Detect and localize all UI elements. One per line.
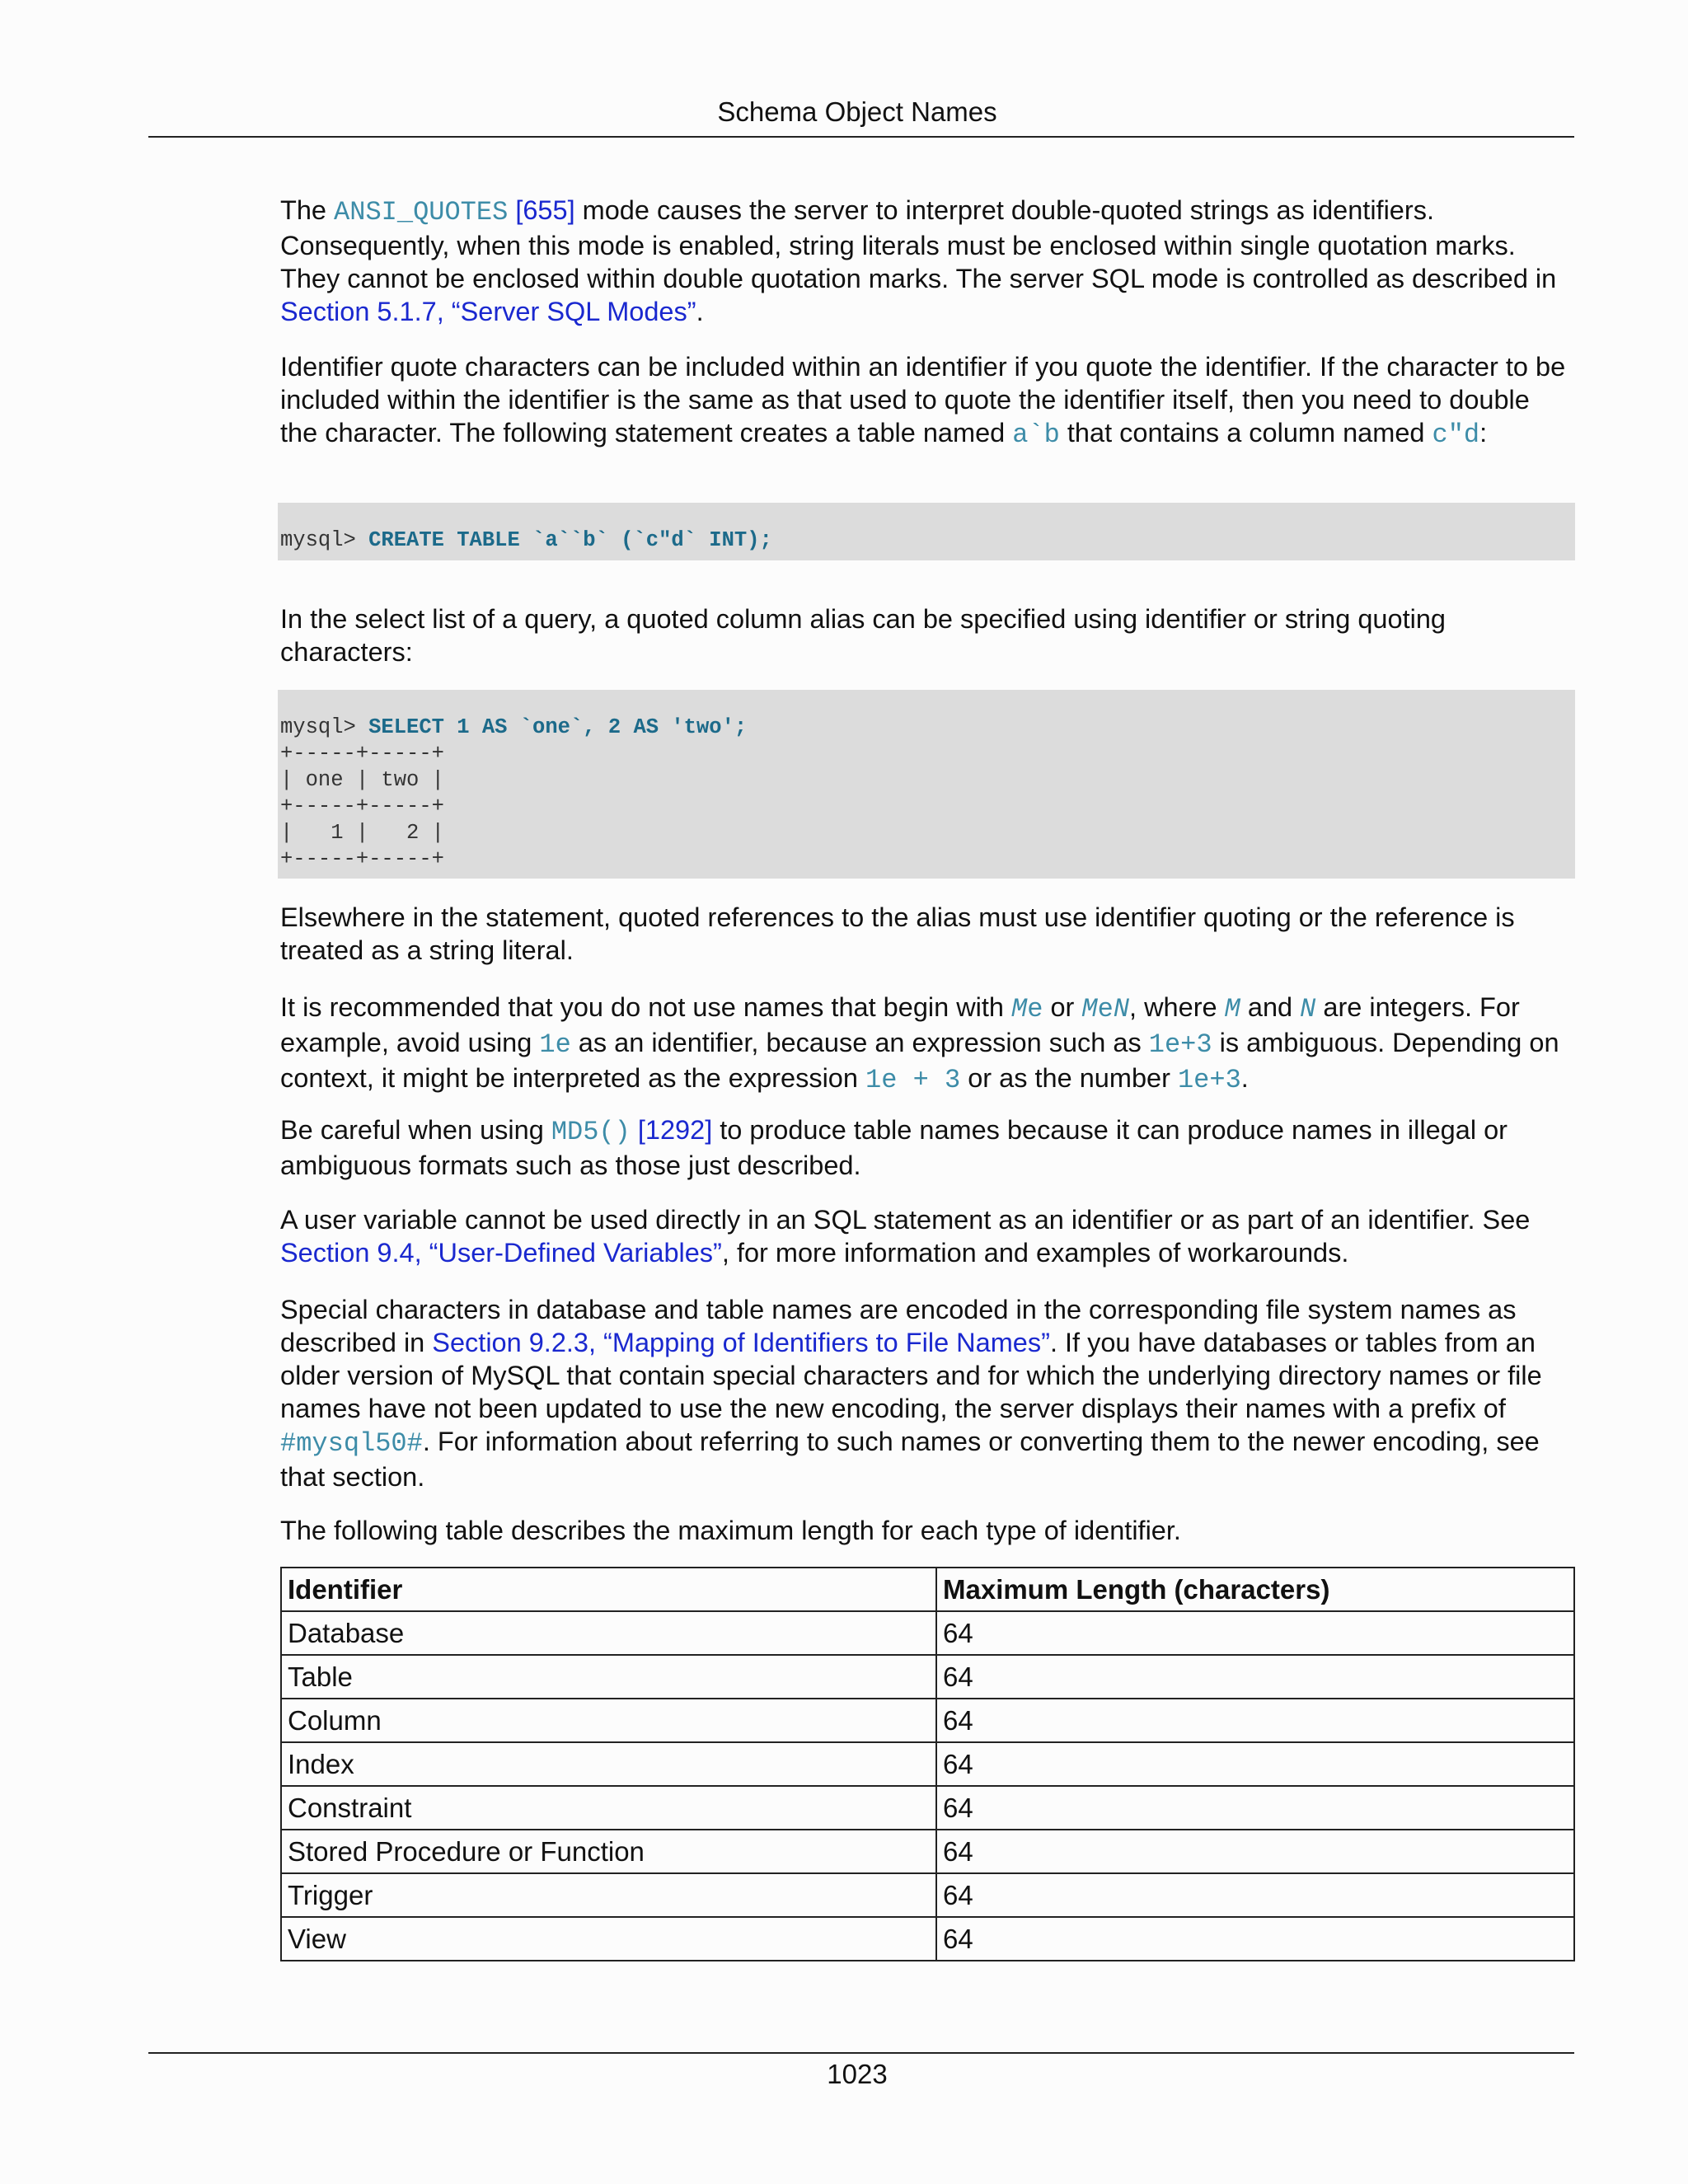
cell-max-length: 64	[936, 1699, 1574, 1742]
code-ansi-quotes: ANSI_QUOTES	[334, 197, 509, 227]
paragraph-special-characters: Special characters in database and table names are encoded in the corresponding file system names as described in Section 9.2.3, “Mapping of Identifiers to File Names”. If you have databases or tables from an older version of MySQL that contain special characters and for which the underlying directory names or file names have not been updated to use the new encoding, the server displays their names with a prefix of #mysql50#. For information about referring to such names or converting them to the newer encoding, see that section.	[280, 1295, 1542, 1492]
cell-identifier: View	[281, 1917, 936, 1961]
code-1e-space-plus-3: 1e + 3	[865, 1065, 961, 1095]
code-output-line: +-----+-----+	[280, 794, 444, 818]
table-row	[281, 1786, 1574, 1830]
cell-max-length: 64	[936, 1611, 1574, 1655]
paragraph-select-list: In the select list of a query, a quoted column alias can be specified using identifier or string quoting characters:	[280, 604, 1446, 667]
table-row	[281, 1699, 1574, 1742]
code-output-line: +-----+-----+	[280, 742, 444, 766]
paragraph-user-variable: A user variable cannot be used directly in an SQL statement as an identifier or as part of an identifier. See Section 9.4, “User-Defined Variables”, for more information and examples of workarounds.	[280, 1205, 1531, 1268]
cell-identifier: Table	[281, 1655, 936, 1699]
code-output-line: | one | two |	[280, 768, 444, 792]
cell-identifier: Trigger	[281, 1873, 936, 1917]
link-server-sql-modes[interactable]: Section 5.1.7, “Server SQL Modes”	[280, 297, 696, 326]
code-output-line: | 1 | 2 |	[280, 821, 444, 845]
cell-max-length: 64	[936, 1917, 1574, 1961]
code-column-name: c"d	[1432, 419, 1480, 450]
column-header-max-length: Maximum Length (characters)	[936, 1568, 1574, 1611]
table-row	[281, 1655, 1574, 1699]
code-md5: MD5()	[551, 1117, 631, 1147]
cell-max-length: 64	[936, 1830, 1574, 1873]
cell-max-length: 64	[936, 1655, 1574, 1699]
cell-identifier: Index	[281, 1742, 936, 1786]
code-statement: SELECT 1 AS `one`, 2 AS 'two';	[368, 715, 748, 739]
code-block-select	[278, 690, 1575, 879]
code-m: M	[1011, 994, 1028, 1024]
page-number: 1023	[827, 2059, 888, 2089]
table-row	[281, 1611, 1574, 1655]
paragraph-alias-references: Elsewhere in the statement, quoted references to the alias must use identifier quoting or the reference is treated as a string literal.	[280, 902, 1515, 965]
paragraph-table-intro: The following table describes the maximum length for each type of identifier.	[280, 1516, 1181, 1545]
cell-identifier: Column	[281, 1699, 936, 1742]
cell-max-length: 64	[936, 1742, 1574, 1786]
code-1e: 1e	[539, 1029, 571, 1060]
cell-identifier: Constraint	[281, 1786, 936, 1830]
cell-identifier: Stored Procedure or Function	[281, 1830, 936, 1873]
ref-link-1292[interactable]: [1292]	[637, 1115, 713, 1145]
table-row	[281, 1873, 1574, 1917]
code-prompt: mysql>	[280, 528, 369, 552]
code-prompt: mysql>	[280, 715, 369, 739]
code-statement: CREATE TABLE `a``b` (`c"d` INT);	[368, 528, 772, 552]
code-block-create-table	[278, 503, 1575, 560]
link-user-defined-variables[interactable]: Section 9.4, “User-Defined Variables”	[280, 1238, 722, 1268]
paragraph-quote-characters: Identifier quote characters can be included within an identifier if you quote the identifier. If the character to be included within the identifier is the same as that used to quote the identifier itself, then you need to double the character. The following statement creates a table named a`b that contains a column named c"d:	[280, 352, 1566, 450]
code-mysql50-prefix: #mysql50#	[280, 1428, 423, 1459]
code-1e-plus-3-number: 1e+3	[1177, 1065, 1241, 1095]
table-header-row	[281, 1568, 1574, 1611]
table-row	[281, 1917, 1574, 1961]
identifier-length-table	[280, 1567, 1575, 1961]
header-rule	[148, 136, 1574, 138]
table-row	[281, 1830, 1574, 1873]
cell-max-length: 64	[936, 1873, 1574, 1917]
cell-max-length: 64	[936, 1786, 1574, 1830]
paragraph-ansi-quotes: The ANSI_QUOTES [655] mode causes the server to interpret double-quoted strings as identifiers. Consequently, when this mode is enabled, string literals must be enclosed within single quotation marks. They cannot be enclosed within double quotation marks. The server SQL mode is controlled as described in Section 5.1.7, “Server SQL Modes”.	[280, 195, 1557, 326]
code-output-line: +-----+-----+	[280, 847, 444, 871]
table-row	[281, 1742, 1574, 1786]
link-mapping-identifiers[interactable]: Section 9.2.3, “Mapping of Identifiers to File Names”	[432, 1328, 1050, 1357]
page-header-title: Schema Object Names	[717, 96, 997, 127]
column-header-identifier: Identifier	[281, 1568, 936, 1611]
code-table-name: a`b	[1012, 419, 1060, 450]
ref-link-655[interactable]: [655]	[515, 195, 575, 225]
code-1e-plus-3: 1e+3	[1148, 1029, 1212, 1060]
cell-identifier: Database	[281, 1611, 936, 1655]
paragraph-md5: Be careful when using MD5() [1292] to produce table names because it can produce names in illegal or ambiguous formats such as those just described.	[280, 1115, 1507, 1180]
paragraph-naming-recommendation: It is recommended that you do not use names that begin with Me or MeN, where M and N are integers. For example, avoid using 1e as an identifier, because an expression such as 1e+3 is ambiguous. Depending on context, it might be interpreted as the expression 1e + 3 or as the number 1e+3.	[280, 992, 1559, 1095]
footer-rule	[148, 2052, 1574, 2054]
